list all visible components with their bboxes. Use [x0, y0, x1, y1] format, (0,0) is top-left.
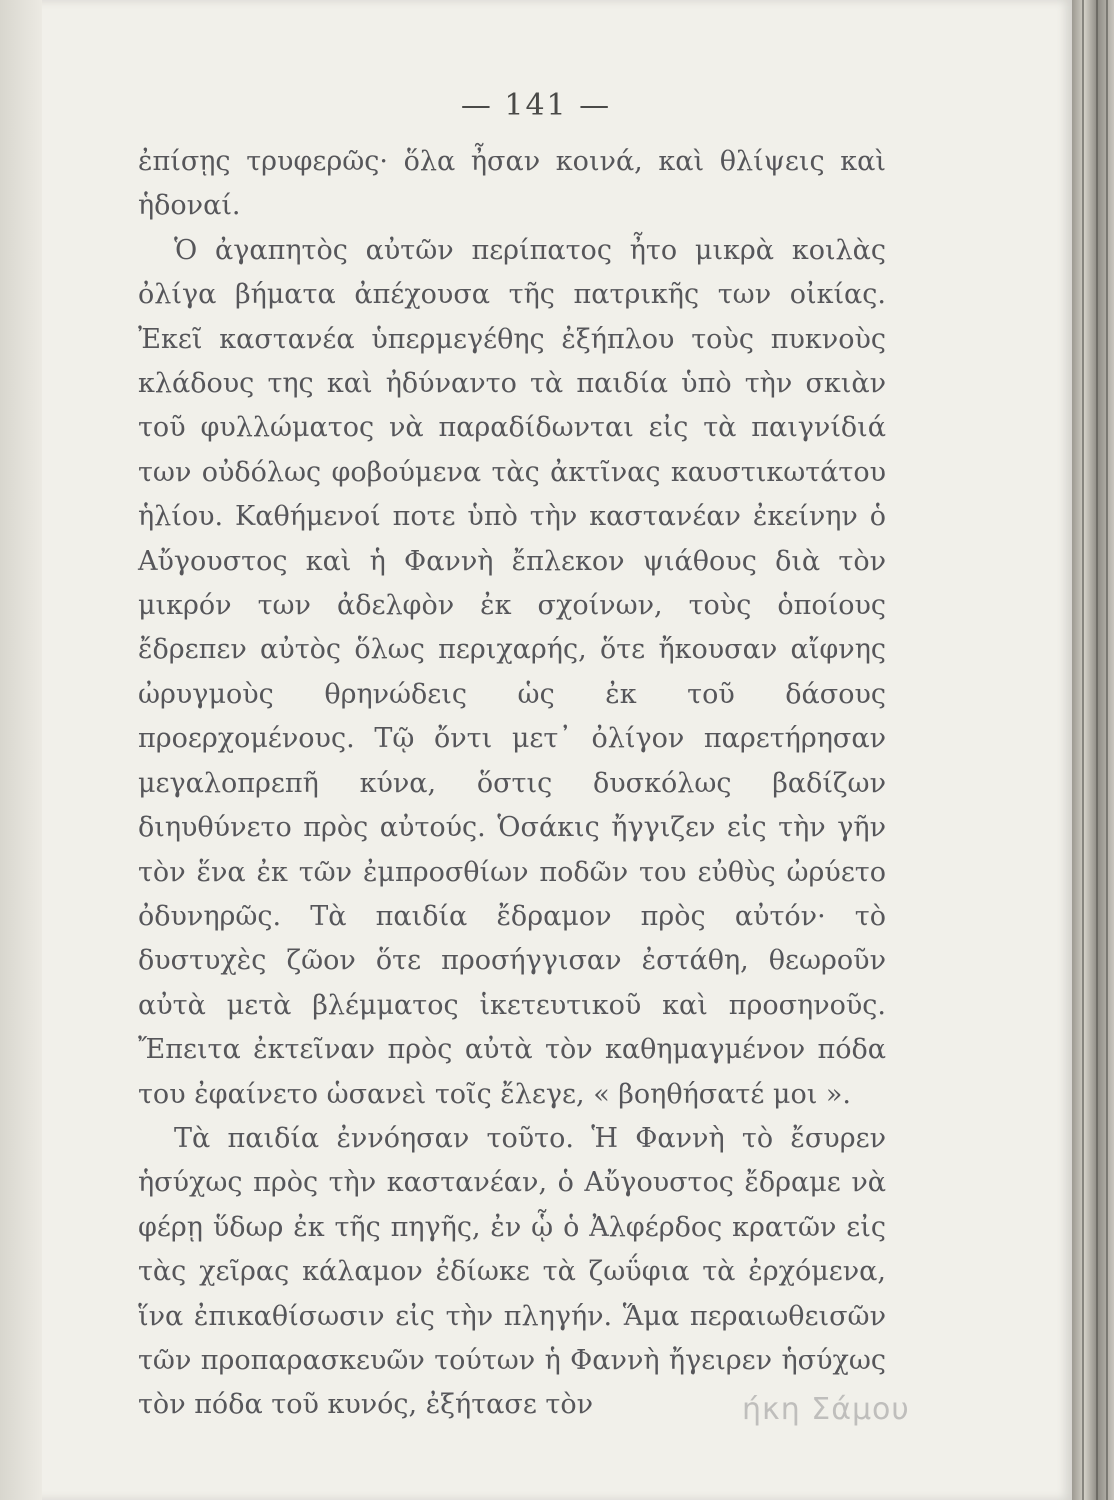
page-number: — 141 —: [460, 88, 612, 123]
book-edge: [1072, 0, 1114, 1500]
body-text: [138, 140, 886, 1428]
page-gutter: [0, 0, 42, 1500]
paragraph-2: Ὁ ἀγαπητὸς αὐτῶν περίπατος ἦτο μικρὰ κοιλὰς ὀλίγα βήματα ἀπέχουσα τῆς πατρικῆς των οἰκίας. Ἐκεῖ καστανέα ὑπερμεγέθης ἐξήπλου τοὺς πυκνοὺς κλάδους της καὶ ἠδύναντο τὰ παιδία ὑπὸ τὴν σκιὰν τοῦ φυλλώματος νὰ παραδίδωνται εἰς τὰ παιγνίδιά των οὐδόλως φοβούμενα τὰς ἀκτῖνας καυστικωτάτου ἡλίου. Καθήμενοί ποτε ὑπὸ τὴν καστανέαν ἐκείνην ὁ Αὔγουστος καὶ ἡ Φαννὴ ἔπλεκον ψιάθους διὰ τὸν μικρόν των ἀδελφὸν ἐκ σχοίνων, τοὺς ὁποίους ἔδρεπεν αὐτὸς ὅλως περιχαρής, ὅτε ἤκουσαν αἴφνης ὠρυγμοὺς θρηνώδεις ὡς ἐκ τοῦ δάσους προερχομένους. Τῷ ὄντι μετ᾽ ὀλίγον παρετήρησαν μεγαλοπρεπῆ κύνα, ὅστις δυσκόλως βαδίζων διηυθύνετο πρὸς αὐτούς. Ὁσάκις ἤγγιζεν εἰς τὴν γῆν τὸν ἕνα ἐκ τῶν ἐμπροσθίων ποδῶν του εὐθὺς ὠρύετο ὀδυνηρῶς. Τὰ παιδία ἔδραμον πρὸς αὐτόν· τὸ δυστυχὲς ζῶον ὅτε προσήγγισαν ἐστάθη, θεωροῦν αὐτὰ μετὰ βλέμματος ἱκετευτικοῦ καὶ προσηνοῦς. Ἔπειτα ἐκτεῖναν πρὸς αὐτὰ τὸν καθημαγμένον πόδα του ἐφαίνετο ὡσανεὶ τοῖς ἔλεγε, « βοηθήσατέ μοι ».: [138, 234, 886, 1110]
edge-line: [1082, 0, 1084, 1500]
edge-line: [1096, 0, 1098, 1500]
paragraph-1: ἐπίσῃς τρυφερῶς· ὅλα ἦσαν κοινά, καὶ θλίψεις καὶ ἡδοναί.: [138, 146, 886, 222]
library-watermark: ήκη Σάμου: [742, 1392, 910, 1427]
edge-line: [1106, 0, 1108, 1500]
paragraph-3: Τὰ παιδία ἐννόησαν τοῦτο. Ἡ Φαννὴ τὸ ἔσυρεν ἡσύχως πρὸς τὴν καστανέαν, ὁ Αὔγουστος ἔδραμε νὰ φέρῃ ὕδωρ ἐκ τῆς πηγῆς, ἐν ᾧ ὁ Ἀλφέρδος κρατῶν εἰς τὰς χεῖρας κάλαμον ἐδίωκε τὰ ζωΰφια τὰ ἐρχόμενα, ἵνα ἐπικαθίσωσιν εἰς τὴν πληγήν. Ἅμα περαιωθεισῶν τῶν προπαρασκευῶν τούτων ἡ Φαννὴ ἤγειρεν ἡσύχως τὸν πόδα τοῦ κυνός, ἐξήτασε τὸν: [138, 1122, 886, 1421]
